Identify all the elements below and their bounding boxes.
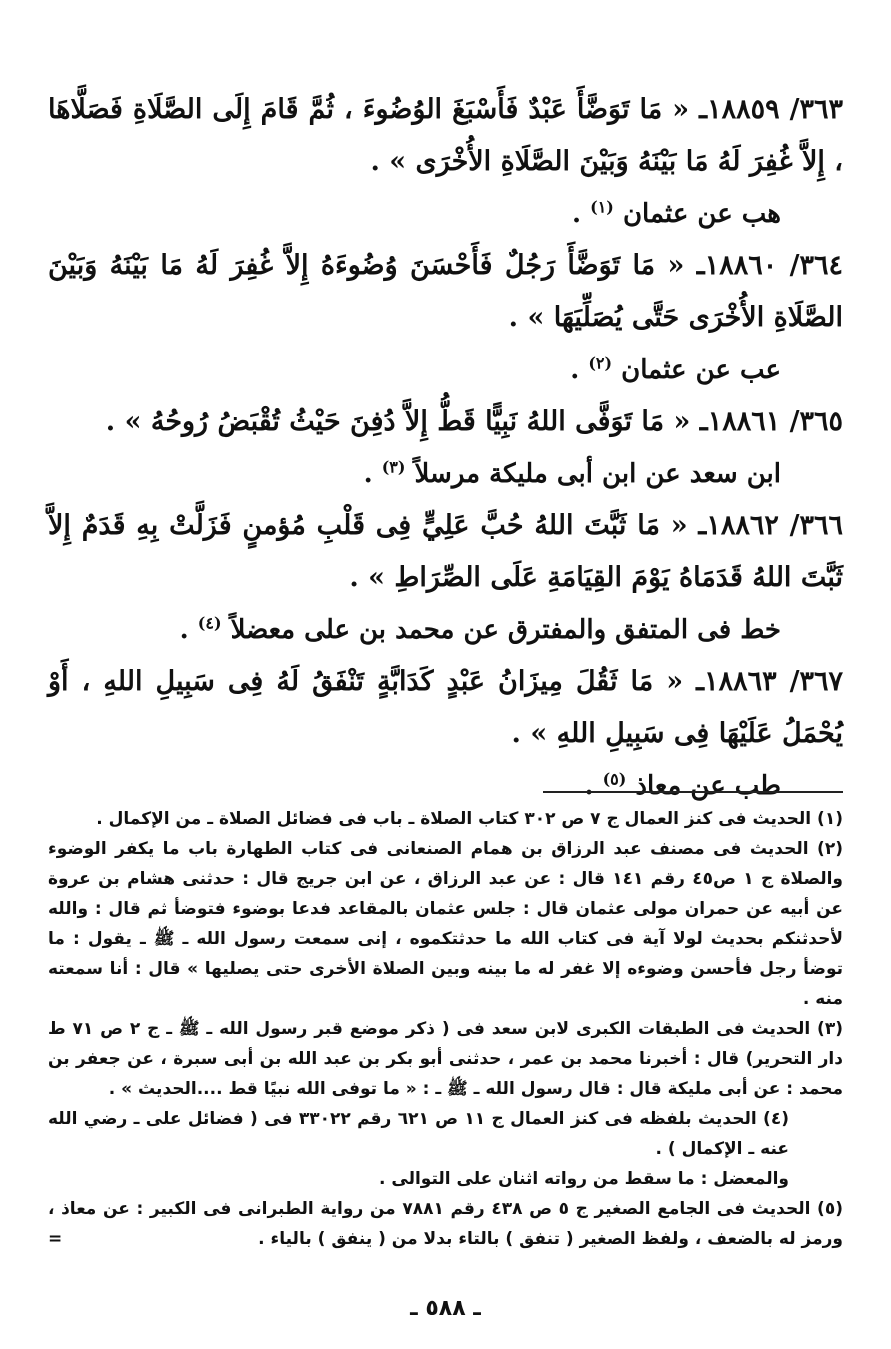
continuation-mark: = <box>48 1229 63 1249</box>
hadith-entry: ٣٦٥/ ١٨٨٦١ـ « مَا تَوَفَّى اللهُ نَبِيًّا قَطُّ إِلاَّ دُفِنَ حَيْثُ تُقْبَضُ رُوحُهُ » . <box>105 406 843 437</box>
footnotes <box>48 804 843 1254</box>
hadith-source: عب عن عثمان $^{(٢)}$ . <box>570 353 781 385</box>
footnote: والمعضل : ما سقط من رواته اثنان على التوالى . <box>379 1169 789 1189</box>
footnote-ref: (٣) <box>381 457 406 477</box>
footnote-ref: (٥) <box>602 769 627 789</box>
footnote: (١) الحديث فى كنز العمال ج ٧ ص ٣٠٢ كتاب الصلاة ـ باب فى فضائل الصلاة ـ من الإكمال . <box>96 809 843 829</box>
footnote-ref: (٤) <box>197 613 222 633</box>
hadith-entry: ٣٦٣/ ١٨٨٥٩ـ « مَا تَوَضَّأَ عَبْدٌ فَأَسْبَغَ الوُضُوءَ ، ثُمَّ قَامَ إِلَى الصَّلَاةِ فَصَلَّاهَا ، إِلاَّ غُفِرَ لَهُ مَا بَيْنَهُ وَبَيْنَ الصَّلَاةِ الأُخْرَى » . <box>48 94 843 177</box>
footnote-divider <box>543 791 843 793</box>
footnote-ref: (١) <box>590 197 614 217</box>
footnote-ref: (٢) <box>588 353 613 373</box>
hadith-source: خط فى المتفق والمفترق عن محمد بن على معضلاً $^{(٤)}$ . <box>179 613 781 645</box>
hadith-source: هب عن عثمان $^{(١)}$ . <box>572 197 781 229</box>
hadith-entry: ٣٦٤/ ١٨٨٦٠ـ « مَا تَوَضَّأَ رَجُلٌ فَأَحْسَنَ وُضُوءَهُ إِلاَّ غُفِرَ لَهُ مَا بَيْنَهُ وَبَيْنَ الصَّلَاةِ الأُخْرَى حَتَّى يُصَلِّيَهَا » . <box>48 250 843 333</box>
hadith-entry: ٣٦٧/ ١٨٨٦٣ـ « مَا ثَقُلَ مِيزَانُ عَبْدٍ كَدَابَّةٍ تَنْفَقُ لَهُ فِى سَبِيلِ اللهِ ، أَوْ يُحْمَلُ عَلَيْهَا فِى سَبِيلِ اللهِ » . <box>48 666 843 749</box>
hadith-list <box>48 84 843 812</box>
footnote: (٥) الحديث فى الجامع الصغير ج ٥ ص ٤٣٨ رقم ٧٨٨١ من رواية الطبرانى فى الكبير : عن معاذ ، ورمز له بالضعف ، ولفظ الصغير ( تنفق ) بالتاء بدلا من ( ينفق ) بالياء . = <box>48 1194 843 1254</box>
hadith-entry: ٣٦٦/ ١٨٨٦٢ـ « مَا ثَبَّتَ اللهُ حُبَّ عَلِيٍّ فِى قَلْبِ مُؤمنٍ فَزَلَّتْ بِهِ قَدَمٌ إِلاَّ ثَبَّتَ اللهُ قَدَمَاهُ يَوْمَ القِيَامَةِ عَلَى الصِّرَاطِ » . <box>48 510 844 593</box>
footnote: (٢) الحديث فى مصنف عبد الرزاق بن همام الصنعانى فى كتاب الطهارة باب ما يكفر الوضوء والصلاة ج ١ ص٤٥ رقم ١٤١ قال : عن عبد الرزاق ، عن ابن جريج قال : حدثنى هشام بن عروة عن أبيه عن حمران مولى عثمان قال : جلس عثمان بالمقاعد فدعا بوضوء فتوضأ ثم قال : والله لأحدثنكم بحديث لولا آية فى كتاب الله ما حدثتكموه ، إنى سمعت رسول الله ـ ﷺ ـ يقول : ما توضأ رجل فأحسن وضوءه إلا غفر له ما بينه وبين الصلاة الأخرى حتى يصليها » قال : أنا سمعته منه . <box>48 839 843 1009</box>
hadith-source: ابن سعد عن ابن أبى مليكة مرسلاً $^{(٣)}$ . <box>363 457 781 489</box>
hadith-source: طب عن معاذ $^{(٥)}$ . <box>584 769 781 801</box>
footnote: (٤) الحديث بلفظه فى كنز العمال ج ١١ ص ٦٢١ رقم ٣٣٠٢٢ فى ( فضائل على ـ رضي الله عنه ـ الإكمال ) . <box>48 1109 789 1159</box>
page-number: ـ ٥٨٨ ـ <box>410 1296 481 1321</box>
footnote: (٣) الحديث فى الطبقات الكبرى لابن سعد فى ( ذكر موضع قبر رسول الله ـ ﷺ ـ ج ٢ ص ٧١ ط دار التحرير) قال : أخبرنا محمد بن عمر ، حدثنى أبو بكر بن عبد الله بن أبى سبرة ، عن جعفر بن محمد : عن أبى مليكة قال : قال رسول الله ـ ﷺ ـ : « ما توفى الله نبيًا قط ....الحديث » . <box>48 1019 843 1099</box>
